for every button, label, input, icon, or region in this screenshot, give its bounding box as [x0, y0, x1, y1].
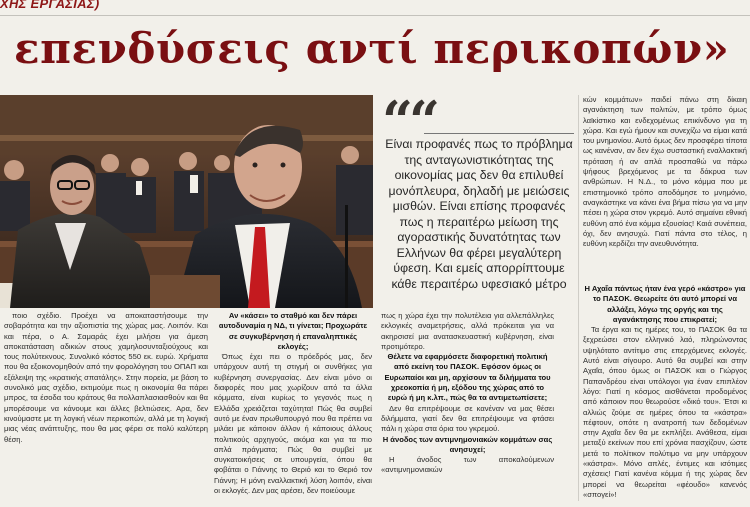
quote-rule	[424, 133, 574, 134]
paragraph: πως η χώρα έχει την πολυτέλεια για αλλεπάλληλες εκλογικές αναμετρήσεις, αλλά πρόκειται για να ακηρσισεί μια ανατασκευαστική κυβέρνηση, είναι προτιμότερο.	[381, 311, 554, 351]
section-label: ΧΗΣ ΕΡΓΑΣΙΑΣ)	[0, 0, 100, 11]
paragraph: Η άνοδος των αποκαλούμενων «αντιμνημονιακών	[381, 455, 554, 475]
interview-question: Η Αχαΐα πάντως ήταν ένα γερό «κάστρο» για το ΠΑΣΟΚ. Θεωρείτε ότι αυτό μπορεί να αλλάξει, λόγω της οργής και της αγανάκτησης που επικρατεί;	[584, 284, 746, 324]
article-column-4-top	[583, 95, 747, 282]
quote-mark-icon: ““	[382, 89, 437, 153]
paragraph: ποιο σχέδιο. Προέχει να αποκαταστήσουμε την σοβαρότητα και την αξιοπιστία της χώρας μας. Λοιπόν. Και και πέρα, ο Α. Σαμαράς έχει μιλήσει για άμεση αποκατάσταση αδικιών στους χαμηλοσυνταξιούχους και τους πολύτεκνους. Συνολικό κόστος 550 εκ. ευρώ. Χρήματα που θα εξοικονομηθούν από την φορολόγηση του ΟΠΑΠ και εξάλειψη της «κρατικής σπατάλης». Στην πορεία, με βάση το συνολικό μας σχέδιο, εκτιμούμε πως η οικονομία θα πάρει μπρος, τα έσοδα του κράτους θα πολλαπλασιασθούν και θα μπορέσουμε να κάνουμε και άλλες βελτιώσεις. Αρα, δεν κινούμαστε με τη λογική νέων περικοπών, αλλά με τη λογική μιας νέας ανάπτυξης, που θα μας φέρει σε πολύ καλύτερη θέση.	[4, 311, 208, 444]
pull-quote	[380, 89, 578, 310]
page-headline: επενδύσεις αντί περικοπών»	[14, 24, 730, 73]
article-column-4-bottom	[583, 284, 747, 501]
paragraph: κών κομμάτων» παιδεί πάνω στη δίκαιη αγανάκτηση των πολιτών, με τρόπο όμως λαϊκίστικο και ενδεχομένως επικίνδυνο για τη χώρα. Και εγώ ήμουν και συνεχίζω να είμαι κατά του μνημονίου. Αυτό όμως δεν προσφέρει τίποτα ως κανέναν, αν δεν έχω συσταστική εναλλακτική πρόταση ή αν απλά προσπαθώ να πάρω ψήφους βρεχόμενος με τα δάκρυα των ανθρώπων. Η Ν.Δ., το μόνο κόμμα που με επιστημονικό τρόπο αποδόμησε το μνημόνιο, αναγκάστηκε να κάνει ένα βήμα πίσω για να μην πέσει η χώρα στον γκρεμό. Αυτό σημαίνει εθνική ευθύνη από ένα κόμμα εξουσίας! Καιά συνέπεια, όχι, δεν ανησυχώ. Γιατί πάντα στο τέλος, η ευθύνη κερδίζει την ανευθυνότητα.	[583, 95, 747, 249]
parliament-photo	[0, 95, 373, 308]
pull-quote-text: Είναι προφανές πως το πρόβλημα της ανταγωνιστικότητας της οικονομίας μας δεν θα επιλυθεί μονόπλευρα, δηλαδή με μειώσεις μισθών. Είναι επίσης προφανές πως η περαιτέρω μείωση της αγοραστικής δυνατότητας των Ελλήνων θα φέρει μεγαλύτερη ύφεση. Και εμείς απορρίπτουμε κάθε περαιτέρω υφεσιακό μέτρο	[385, 137, 573, 291]
interview-question: Θέλετε να εφαρμόσετε διαφορετική πολιτική από εκείνη του ΠΑΣΟΚ. Εφόσον όμως οι Ευρωπαίοι και μη, αρχίσουν τα διλήμματα του χρεοκοπία ή μη, εξόδου της χώρας από το ευρώ ή μη κ.λπ., πώς θα τα αντιμετωπίσετε;	[384, 352, 551, 403]
paragraph: Όπως έχει πει ο πρόεδρός μας, δεν υπάρχουν αυτή τη στιγμή οι συνθήκες για κυβέρνηση συνεργασίας. Δεν είναι μόνο οι διαφορές που μας χωρίζουν από τα άλλα κόμματα, είναι κυρίως το γεγονός πως η Ελλάδα χρειάζεται ταχύτητα! Πώς θα συμβεί αυτό με έναν πρωθυπουργό που θα πρέπει να μιλάει με κάποιον άλλον ή κάποιους άλλους πολιτικούς αρχηγούς, ακόμα και για τα πιο απλά πράγματα; Πώς θα συμβεί με συγκατοικήσεις σε υπουργεία, όπου θα φοβάται ο Γιάννης το Θεριό και το Θεριό τον Γιάννη; Η μόνη εναλλακτική λύση λοιπόν, είναι οι εκλογές. Δεν μας αρέσει, δεν ποιεύουμε	[214, 352, 372, 496]
paragraph: Δεν θα επιτρέψουμε σε κανέναν να μας θέσει διλήμματα, γιατί δεν θα επιτρέψουμε να φτάσει πάλι η χώρα στα όρια του γκρεμού.	[381, 403, 554, 434]
paragraph: Τα έργα και τις ημέρες του, το ΠΑΣΟΚ θα τα ξεχρεώσει στον ελληνικό λαό, πληρώνοντας υψηλότατο αντίτιμο στις επερχόμενες εκλογές. Αυτό είναι σίγουρο. Αυτό θα συμβεί και στην Αχαΐα, όπου όμως οι ΠΑΣΟΚ και ο Γιώργος Παπανδρέου είναι υπόλογοι για έναν επιπλέον λόγο: Γιατί η κόσμος αισθάνεται προδομένος από κάποιον που θεωρούσε «δικό του». Έτσι κι αλλιώς ζούμε σε ημέρες όπου τα «κάστρα» πέφτουν, οπότε η ανατροπή των δεδομένων στην Αχαΐα δεν θα με εκπλήξει. Ανάθεσα, είμαι μεταξύ εκείνων που επί χρόνια πασχίζουν, ώστε μετά το πολίτικον πολύτιμο να μην υπάρχουν «κάστρα». Μόνο απλές, έντιμες και ισότιμες σχέσεις! Γιατί κανένα κόμμα ή της χώρας δεν μπορεί να θεωρείται «φέουδο» κανενός «σπογεί»!	[583, 325, 747, 499]
article-column-1	[4, 311, 208, 501]
interview-question: Αν «κάσει» το σταθμό και δεν πάρει αυτοδυναμία η ΝΔ, τι γίνεται; Προχωράτε σε συγκυβέρνηση ή επαναληπτικές εκλογές;	[218, 311, 368, 351]
article-column-3	[381, 311, 554, 501]
top-rule	[0, 0, 750, 16]
article-column-2	[214, 311, 372, 501]
article-photo	[0, 95, 373, 308]
interview-question: Η άνοδος των αντιμνημονιακών κομμάτων σας ανησυχεί;	[382, 434, 553, 454]
column-divider	[578, 95, 579, 501]
